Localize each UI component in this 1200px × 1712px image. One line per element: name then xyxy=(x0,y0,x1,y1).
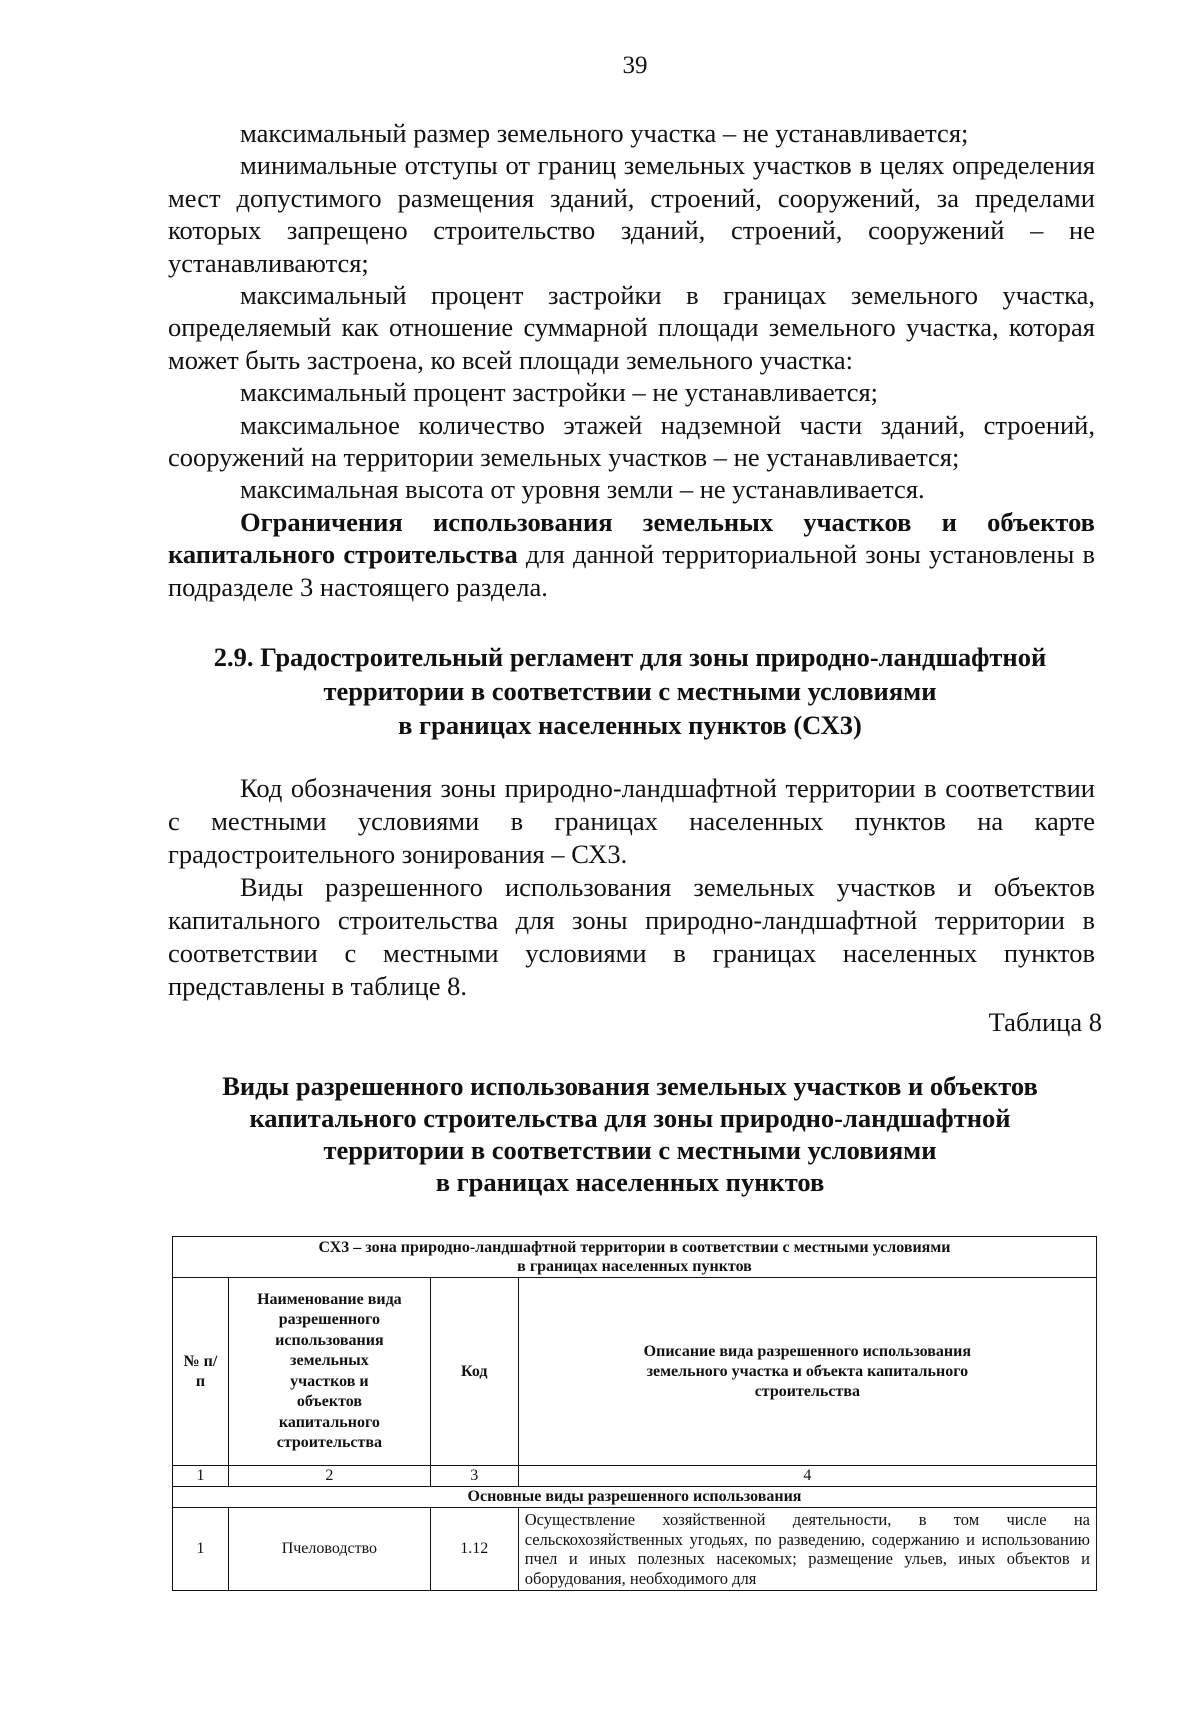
group-header-row xyxy=(173,1487,1097,1508)
page-number: 39 xyxy=(622,52,648,79)
section-title-line: в границах населенных пунктов (СХ3) xyxy=(398,710,862,740)
land-use-table xyxy=(172,1236,1097,1591)
paragraph: максимальное количество этажей надземной части зданий, строений, сооружений на территории земельных участков – не устанавливается; xyxy=(168,409,1095,473)
table-title-line: в границах населенных пунктов xyxy=(435,1167,825,1197)
zone-description xyxy=(168,772,1095,1003)
restrictions-bold: Ограничения использования земельных участков и объектов капитального строительства xyxy=(168,506,1095,570)
table-title-line: территории в соответствии с местными условиями xyxy=(323,1135,937,1165)
table-title xyxy=(150,1070,1110,1198)
section-title-line: территории в соответствии с местными условиями xyxy=(323,676,937,706)
paragraph: максимальный процент застройки – не устанавливается; xyxy=(240,377,879,408)
table-title-line: Виды разрешенного использования земельных участков и объектов xyxy=(222,1071,1038,1101)
regulation-text xyxy=(168,117,1095,603)
table-caption-row xyxy=(173,1237,1097,1278)
paragraph: минимальные отступы от границ земельных участков в целях определения мест допустимого размещения зданий, строений, сооружений, за пределами которых запрещено строительство зданий, строений, сооружений – не устанавливаются; xyxy=(168,150,1095,278)
paragraph: Виды разрешенного использования земельных участков и объектов капитального строительства для зоны природно-ландшафтной территории в соответствии с местными условиями в границах населенных пунктов представлены в таблице 8. xyxy=(168,872,1095,1001)
column-number: 4 xyxy=(518,1466,1096,1487)
restrictions-paragraph xyxy=(168,506,1095,603)
header-desc: Описание вида разрешенного использования земельного участка и объекта капитального строительства xyxy=(518,1278,1096,1466)
header-code: Код xyxy=(430,1278,518,1466)
column-number-row xyxy=(173,1466,1097,1487)
table-caption xyxy=(173,1237,1097,1278)
paragraph: максимальный размер земельного участка – не устанавливается; xyxy=(240,118,969,148)
group-header: Основные виды разрешенного использования xyxy=(173,1487,1097,1508)
header-name: Наименование вида разрешенного использования земельных участков и объектов капитального строительства xyxy=(228,1278,430,1466)
row-code: 1.12 xyxy=(430,1508,518,1591)
section-title-line: 2.9. Градостроительный регламент для зоны природно-ландшафтной xyxy=(213,642,1047,672)
paragraph: Код обозначения зоны природно-ландшафтной территории в соответствии с местными условиями в границах населенных пунктов на карте градостроительного зонирования – СХ3. xyxy=(168,773,1095,869)
row-num: 1 xyxy=(173,1508,229,1591)
paragraph: максимальный процент застройки в границах земельного участка, определяемый как отношение суммарной площади земельного участка, которая может быть застроена, ко всей площади земельного участка: xyxy=(168,280,1095,375)
table-row xyxy=(173,1508,1097,1591)
header-num: № п/п xyxy=(173,1278,229,1466)
column-number: 3 xyxy=(430,1466,518,1487)
paragraph: максимальная высота от уровня земли – не устанавливается. xyxy=(240,474,925,505)
column-number: 2 xyxy=(228,1466,430,1487)
row-description: Осуществление хозяйственной деятельности, в том числе на сельскохозяйственных угодьях, по разведению, содержанию и использованию пчел и иных полезных насекомых; размещение ульев, иных объектов и оборудования, необходимого для xyxy=(518,1508,1096,1591)
table-title-line: капитального строительства для зоны природно-ландшафтной xyxy=(249,1103,1011,1133)
section-title xyxy=(150,640,1110,742)
restrictions-rest: для данной территориальной зоны установлены в подразделе 3 настоящего раздела. xyxy=(168,539,1095,602)
table-caption-line: в границах населенных пунктов xyxy=(517,1258,752,1275)
table-caption-line: СХ3 – зона природно-ландшафтной территории в соответствии с местными условиями xyxy=(318,1239,951,1256)
row-name: Пчеловодство xyxy=(228,1508,430,1591)
column-number: 1 xyxy=(173,1466,229,1487)
table-number: Таблица 8 xyxy=(988,1007,1102,1037)
table-header-row xyxy=(173,1278,1097,1466)
